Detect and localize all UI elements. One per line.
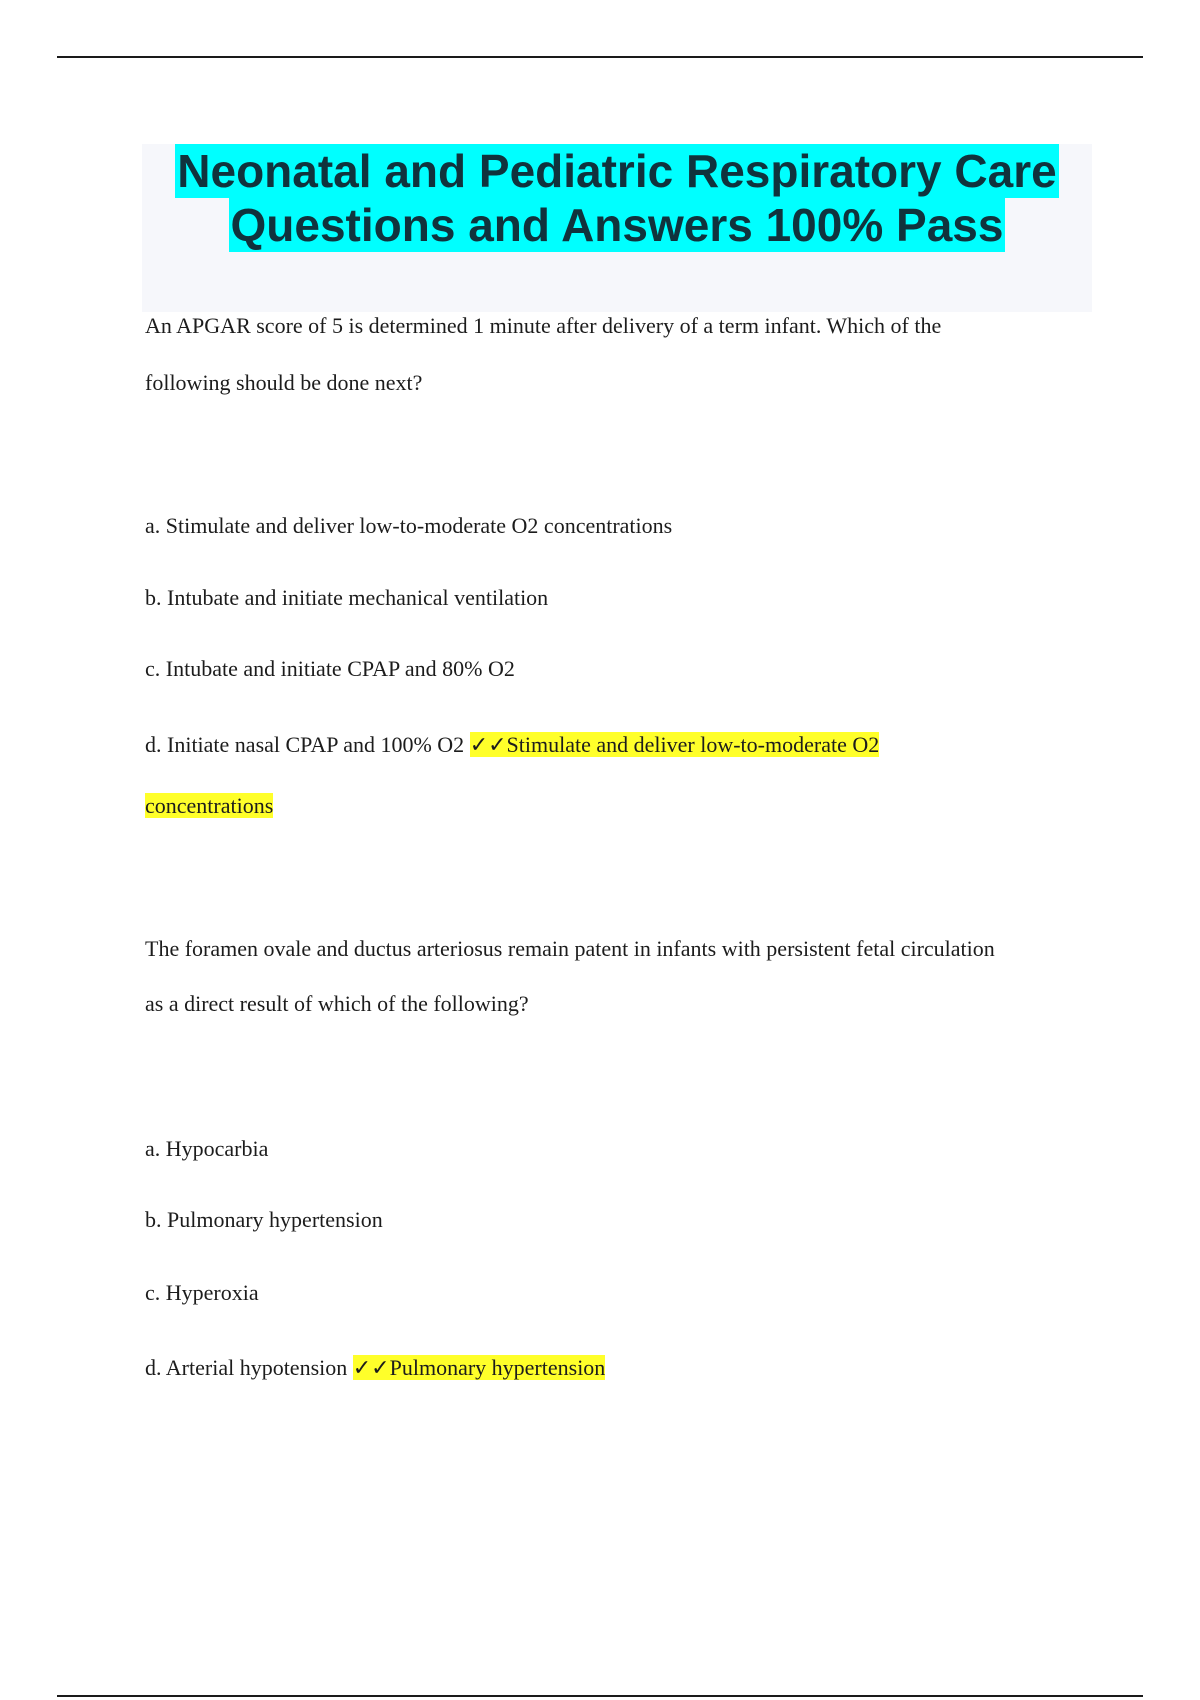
question-2-answer: ✓✓Pulmonary hypertension	[352, 1355, 606, 1380]
top-rule	[57, 56, 1143, 58]
question-1-option-a: a. Stimulate and deliver low-to-moderate O2 concentrations	[145, 513, 673, 538]
bottom-rule	[57, 1695, 1143, 1697]
question-2-option-c: c. Hyperoxia	[145, 1280, 259, 1305]
question-2-stem-line-2: as a direct result of which of the following?	[145, 991, 529, 1016]
title-block	[142, 144, 1092, 312]
document-title-line-1: Neonatal and Pediatric Respiratory Care	[177, 145, 1057, 197]
question-1-stem-line-1: An APGAR score of 5 is determined 1 minute after delivery of a term infant. Which of the	[145, 313, 942, 338]
question-2-stem-line-1: The foramen ovale and ductus arteriosus remain patent in infants with persistent fetal circulation	[145, 936, 995, 961]
question-2-option-a: a. Hypocarbia	[145, 1136, 269, 1161]
question-1-answer-line-1: ✓✓Stimulate and deliver low-to-moderate O2	[469, 732, 880, 757]
question-1-answer-line-2: concentrations	[145, 793, 274, 818]
question-2-option-b: b. Pulmonary hypertension	[145, 1207, 383, 1232]
question-1-answer-line-2-row	[145, 793, 273, 819]
question-1-option-d-line	[145, 732, 879, 758]
question-1-stem-line-2: following should be done next?	[145, 370, 423, 395]
document-title-line-2: Questions and Answers 100% Pass	[230, 199, 1004, 251]
question-1-option-c: c. Intubate and initiate CPAP and 80% O2	[145, 656, 515, 681]
question-2-option-d-line	[145, 1355, 605, 1381]
question-1-option-d: d. Initiate nasal CPAP and 100% O2	[145, 732, 465, 757]
question-1-option-b: b. Intubate and initiate mechanical ventilation	[145, 585, 549, 610]
question-2-option-d: d. Arterial hypotension	[145, 1355, 348, 1380]
